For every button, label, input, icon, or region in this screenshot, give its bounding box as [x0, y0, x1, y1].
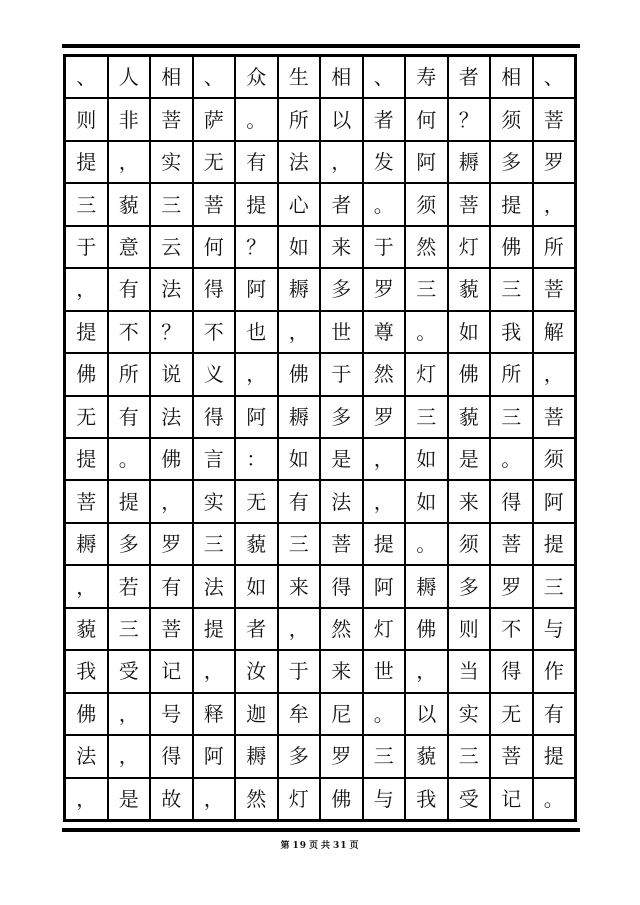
- grid-cell: 不: [491, 609, 532, 649]
- grid-cell: 法: [66, 736, 107, 776]
- grid-cell: 者: [236, 609, 277, 649]
- grid-cell: 发: [364, 142, 405, 182]
- grid-cell: 菩: [66, 481, 107, 521]
- grid-cell: 。: [364, 184, 405, 224]
- grid-cell: 阿: [406, 142, 447, 182]
- grid-cell: 罗: [321, 736, 362, 776]
- grid-cell: 所: [279, 99, 320, 139]
- grid-cell: 有: [534, 694, 575, 734]
- grid-cell: 菩: [491, 736, 532, 776]
- grid-cell: 者: [364, 99, 405, 139]
- grid-cell: 如: [279, 439, 320, 479]
- grid-cell: 人: [109, 57, 150, 97]
- grid-cell: 记: [491, 779, 532, 819]
- grid-cell: 阿: [236, 269, 277, 309]
- grid-cell: 所: [491, 354, 532, 394]
- grid-cell: 耨: [66, 524, 107, 564]
- grid-cell: 我: [66, 651, 107, 691]
- grid-cell: 菩: [534, 269, 575, 309]
- grid-cell: 佛: [66, 694, 107, 734]
- grid-cell: 罗: [491, 566, 532, 606]
- grid-cell: 佛: [491, 227, 532, 267]
- grid-cell: ？: [449, 99, 490, 139]
- grid-cell: 菩: [151, 99, 192, 139]
- grid-cell: 言: [194, 439, 235, 479]
- grid-cell: ，: [194, 651, 235, 691]
- grid-cell: 生: [279, 57, 320, 97]
- grid-cell: 如: [279, 227, 320, 267]
- grid-cell: 藐: [236, 524, 277, 564]
- grid-cell: 耨: [406, 566, 447, 606]
- grid-cell: 相: [151, 57, 192, 97]
- page-prefix: 第: [280, 841, 291, 851]
- grid-cell: 不: [109, 312, 150, 352]
- grid-cell: 心: [279, 184, 320, 224]
- grid-cell: 罗: [151, 524, 192, 564]
- grid-cell: 法: [151, 269, 192, 309]
- page-suffix: 页: [308, 841, 319, 851]
- grid-cell: 意: [109, 227, 150, 267]
- grid-cell: 如: [406, 439, 447, 479]
- grid-cell: 提: [236, 184, 277, 224]
- grid-cell: 于: [279, 651, 320, 691]
- grid-cell: 无: [236, 481, 277, 521]
- grid-cell: ，: [194, 779, 235, 819]
- grid-cell: 。: [406, 312, 447, 352]
- grid-cell: 、: [364, 57, 405, 97]
- grid-cell: 实: [449, 694, 490, 734]
- grid-cell: 。: [534, 779, 575, 819]
- grid-cell: 、: [534, 57, 575, 97]
- grid-cell: 若: [109, 566, 150, 606]
- grid-cell: 阿: [236, 397, 277, 437]
- grid-cell: 藐: [66, 609, 107, 649]
- grid-cell: 尼: [321, 694, 362, 734]
- grid-cell: 提: [364, 524, 405, 564]
- grid-cell: ，: [109, 142, 150, 182]
- grid-cell: 者: [449, 57, 490, 97]
- grid-cell: 须: [534, 439, 575, 479]
- grid-cell: 阿: [364, 566, 405, 606]
- grid-cell: 阿: [534, 481, 575, 521]
- grid-cell: 罗: [364, 269, 405, 309]
- grid-cell: 是: [449, 439, 490, 479]
- grid-cell: 于: [66, 227, 107, 267]
- grid-cell: 灯: [364, 609, 405, 649]
- grid-cell: 来: [321, 227, 362, 267]
- grid-cell: 灯: [279, 779, 320, 819]
- grid-cell: 、: [66, 57, 107, 97]
- grid-cell: 佛: [66, 354, 107, 394]
- bottom-rule: [62, 828, 580, 832]
- grid-cell: 有: [236, 142, 277, 182]
- grid-cell: 我: [406, 779, 447, 819]
- grid-cell: 多: [279, 736, 320, 776]
- grid-cell: 法: [279, 142, 320, 182]
- grid-cell: 有: [109, 397, 150, 437]
- grid-cell: 多: [109, 524, 150, 564]
- grid-cell: 释: [194, 694, 235, 734]
- grid-cell: 三: [491, 269, 532, 309]
- grid-cell: 藐: [406, 736, 447, 776]
- grid-cell: 罗: [364, 397, 405, 437]
- grid-cell: 然: [236, 779, 277, 819]
- grid-cell: 菩: [151, 609, 192, 649]
- grid-cell: 三: [406, 269, 447, 309]
- grid-cell: ，: [534, 354, 575, 394]
- grid-cell: 于: [321, 354, 362, 394]
- grid-cell: 三: [109, 609, 150, 649]
- grid-cell: 。: [406, 524, 447, 564]
- grid-cell: ，: [236, 354, 277, 394]
- grid-cell: 菩: [491, 524, 532, 564]
- grid-cell: 也: [236, 312, 277, 352]
- grid-cell: 则: [66, 99, 107, 139]
- grid-cell: 世: [321, 312, 362, 352]
- grid-cell: 得: [321, 566, 362, 606]
- character-grid: [63, 54, 577, 822]
- grid-cell: 是: [109, 779, 150, 819]
- grid-cell: 多: [321, 397, 362, 437]
- grid-cell: 耨: [449, 142, 490, 182]
- grid-cell: 汝: [236, 651, 277, 691]
- grid-cell: 提: [66, 312, 107, 352]
- grid-cell: 得: [491, 651, 532, 691]
- grid-cell: ，: [66, 566, 107, 606]
- grid-cell: 云: [151, 227, 192, 267]
- grid-cell: 得: [491, 481, 532, 521]
- grid-cell: 须: [406, 184, 447, 224]
- grid-cell: 以: [406, 694, 447, 734]
- grid-cell: 则: [449, 609, 490, 649]
- grid-cell: 藐: [109, 184, 150, 224]
- grid-cell: 灯: [406, 354, 447, 394]
- grid-cell: 菩: [321, 524, 362, 564]
- grid-cell: ，: [534, 184, 575, 224]
- grid-cell: 须: [449, 524, 490, 564]
- grid-cell: 三: [449, 736, 490, 776]
- grid-cell: 者: [321, 184, 362, 224]
- grid-cell: 菩: [449, 184, 490, 224]
- total-pages-number: 31: [333, 841, 348, 851]
- grid-cell: 不: [194, 312, 235, 352]
- grid-cell: 所: [534, 227, 575, 267]
- grid-cell: 无: [66, 397, 107, 437]
- grid-cell: 提: [194, 609, 235, 649]
- grid-cell: 罗: [534, 142, 575, 182]
- grid-cell: 何: [406, 99, 447, 139]
- grid-cell: 迦: [236, 694, 277, 734]
- grid-cell: 耨: [279, 269, 320, 309]
- grid-cell: 藐: [449, 397, 490, 437]
- grid-cell: 菩: [534, 99, 575, 139]
- grid-cell: 藐: [449, 269, 490, 309]
- grid-cell: 所: [109, 354, 150, 394]
- grid-cell: 来: [279, 566, 320, 606]
- grid-cell: 尊: [364, 312, 405, 352]
- grid-cell: 是: [321, 439, 362, 479]
- grid-cell: ，: [279, 312, 320, 352]
- grid-cell: ？: [236, 227, 277, 267]
- grid-cell: 说: [151, 354, 192, 394]
- grid-cell: 法: [194, 566, 235, 606]
- grid-cell: 三: [194, 524, 235, 564]
- grid-cell: 来: [321, 651, 362, 691]
- grid-cell: 法: [151, 397, 192, 437]
- grid-cell: 佛: [321, 779, 362, 819]
- grid-cell: 我: [491, 312, 532, 352]
- grid-cell: 耨: [279, 397, 320, 437]
- grid-cell: 故: [151, 779, 192, 819]
- grid-cell: 然: [321, 609, 362, 649]
- grid-cell: 提: [66, 439, 107, 479]
- grid-cell: ，: [321, 142, 362, 182]
- grid-cell: 何: [194, 227, 235, 267]
- grid-cell: 提: [491, 184, 532, 224]
- grid-cell: 三: [151, 184, 192, 224]
- grid-cell: 。: [236, 99, 277, 139]
- grid-cell: 三: [491, 397, 532, 437]
- grid-cell: 灯: [449, 227, 490, 267]
- grid-cell: 萨: [194, 99, 235, 139]
- grid-cell: 三: [534, 566, 575, 606]
- grid-cell: ，: [109, 736, 150, 776]
- grid-cell: 菩: [534, 397, 575, 437]
- grid-cell: 寿: [406, 57, 447, 97]
- grid-cell: 须: [491, 99, 532, 139]
- grid-cell: 菩: [194, 184, 235, 224]
- grid-cell: 多: [321, 269, 362, 309]
- grid-cell: 佛: [449, 354, 490, 394]
- grid-cell: 三: [66, 184, 107, 224]
- total-prefix: 共: [321, 841, 332, 851]
- grid-cell: 与: [364, 779, 405, 819]
- grid-cell: 提: [109, 481, 150, 521]
- grid-cell: 有: [109, 269, 150, 309]
- grid-cell: 无: [491, 694, 532, 734]
- grid-cell: 得: [194, 397, 235, 437]
- grid-cell: 提: [534, 524, 575, 564]
- total-suffix: 页: [349, 841, 360, 851]
- grid-cell: 有: [279, 481, 320, 521]
- grid-cell: 三: [279, 524, 320, 564]
- grid-cell: 相: [491, 57, 532, 97]
- grid-cell: 受: [109, 651, 150, 691]
- grid-cell: 牟: [279, 694, 320, 734]
- grid-cell: 得: [151, 736, 192, 776]
- grid-cell: 以: [321, 99, 362, 139]
- grid-cell: 耨: [236, 736, 277, 776]
- grid-cell: 来: [449, 481, 490, 521]
- grid-cell: ，: [66, 269, 107, 309]
- grid-cell: 无: [194, 142, 235, 182]
- grid-cell: 。: [491, 439, 532, 479]
- grid-cell: 非: [109, 99, 150, 139]
- grid-cell: 世: [364, 651, 405, 691]
- grid-cell: 号: [151, 694, 192, 734]
- grid-cell: 法: [321, 481, 362, 521]
- grid-cell: 与: [534, 609, 575, 649]
- grid-cell: 作: [534, 651, 575, 691]
- grid-cell: 三: [364, 736, 405, 776]
- current-page-number: 19: [292, 841, 307, 851]
- grid-cell: 实: [194, 481, 235, 521]
- grid-cell: 佛: [151, 439, 192, 479]
- grid-cell: 提: [534, 736, 575, 776]
- grid-cell: 众: [236, 57, 277, 97]
- grid-cell: ，: [364, 439, 405, 479]
- grid-cell: ，: [66, 779, 107, 819]
- grid-cell: ，: [406, 651, 447, 691]
- grid-cell: 。: [364, 694, 405, 734]
- page-footer: [0, 838, 640, 851]
- grid-cell: 得: [194, 269, 235, 309]
- grid-cell: 阿: [194, 736, 235, 776]
- grid-cell: 如: [449, 312, 490, 352]
- grid-cell: 提: [66, 142, 107, 182]
- grid-cell: 然: [364, 354, 405, 394]
- grid-cell: ，: [279, 609, 320, 649]
- grid-cell: 于: [364, 227, 405, 267]
- grid-cell: 受: [449, 779, 490, 819]
- grid-cell: 佛: [279, 354, 320, 394]
- grid-cell: 如: [406, 481, 447, 521]
- grid-cell: 实: [151, 142, 192, 182]
- top-rule: [62, 44, 580, 48]
- grid-cell: ，: [109, 694, 150, 734]
- grid-cell: ？: [151, 312, 192, 352]
- grid-cell: 记: [151, 651, 192, 691]
- grid-cell: 义: [194, 354, 235, 394]
- grid-cell: ，: [364, 481, 405, 521]
- grid-cell: 如: [236, 566, 277, 606]
- grid-cell: ：: [236, 439, 277, 479]
- grid-cell: 多: [449, 566, 490, 606]
- grid-cell: 当: [449, 651, 490, 691]
- grid-cell: 解: [534, 312, 575, 352]
- grid-cell: 。: [109, 439, 150, 479]
- grid-cell: 三: [406, 397, 447, 437]
- grid-cell: ，: [151, 481, 192, 521]
- grid-cell: 、: [194, 57, 235, 97]
- grid-cell: 佛: [406, 609, 447, 649]
- grid-cell: 相: [321, 57, 362, 97]
- grid-cell: 有: [151, 566, 192, 606]
- grid-cell: 然: [406, 227, 447, 267]
- grid-cell: 多: [491, 142, 532, 182]
